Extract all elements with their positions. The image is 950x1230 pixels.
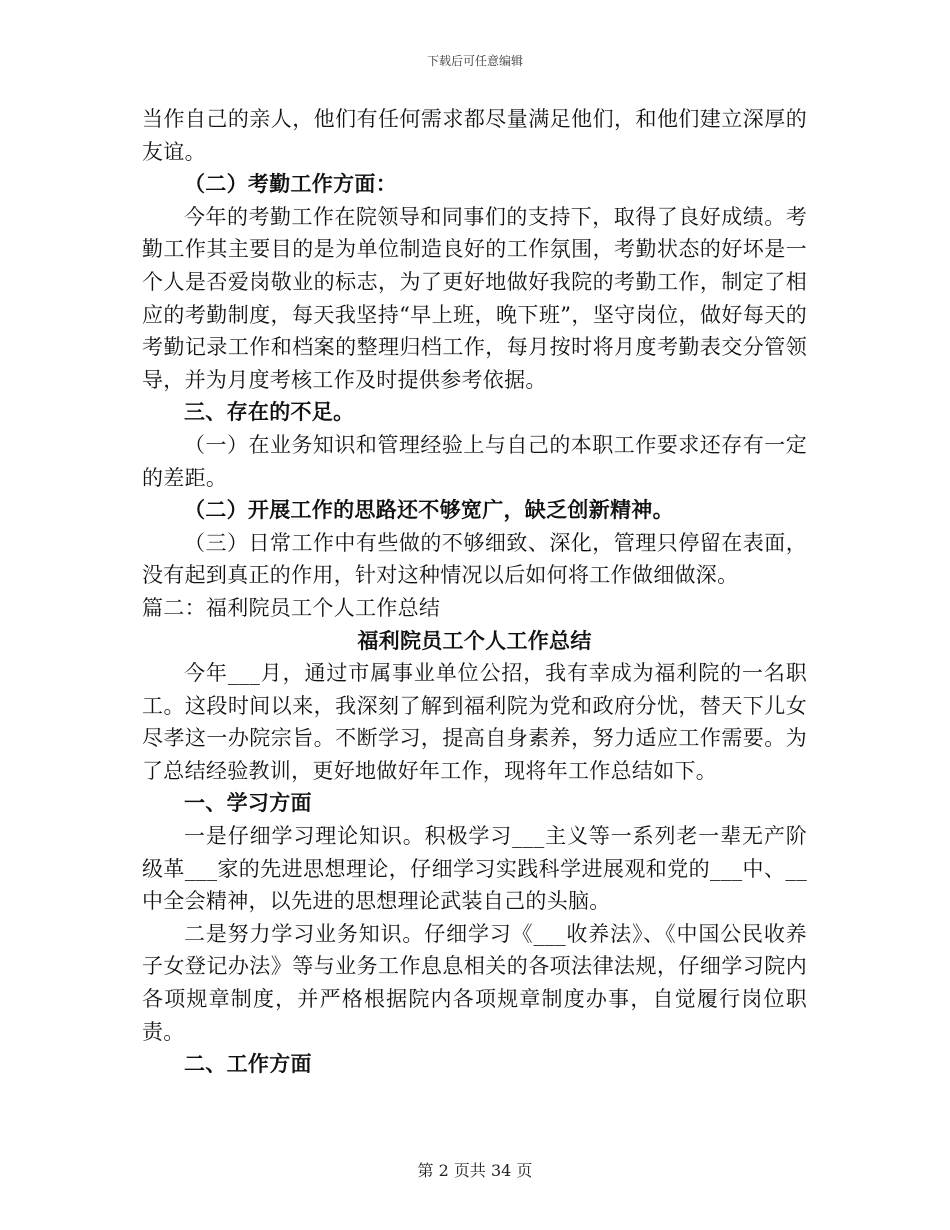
section-heading: （二）开展工作的思路还不够宽广，缺乏创新精神。 <box>184 497 674 523</box>
paragraph: 二是努力学习业务知识。仔细学习《___收养法》、《中国公民收养子女登记办法》等与业务工作息息相关的各项法律法规，仔细学习院内各项规章制度，并严格根据院内各项规章制度办事，自觉履行岗位职责。 <box>142 921 807 1044</box>
paragraph: （三）日常工作中有些做的不够细致、深化，管理只停留在表面，没有起到真正的作用，针对这种情况以后如何将工作做细做深。 <box>142 530 807 588</box>
section-heading: 二、工作方面 <box>184 1051 312 1077</box>
paragraph: 今年的考勤工作在院领导和同事们的支持下，取得了良好成绩。考勤工作其主要目的是为单位制造良好的工作氛围，考勤状态的好坏是一个人是否爱岗敬业的标志，为了更好地做好我院的考勤工作，制定了相应的考勤制度，每天我坚持“早上班，晚下班”，坚守岗位，做好每天的考勤记录工作和档案的整理归档工作，每月按时将月度考勤表交分管领导，并为月度考核工作及时提供参考依据。 <box>142 204 807 392</box>
paragraph: （一）在业务知识和管理经验上与自己的本职工作要求还存有一定的差距。 <box>142 432 807 490</box>
section-heading: 三、存在的不足。 <box>184 399 355 425</box>
document-title: 福利院员工个人工作总结 <box>357 627 592 653</box>
chapter-label: 篇二：福利院员工个人工作总结 <box>142 595 441 620</box>
document-body <box>142 103 807 1081</box>
paragraph: 今年___月，通过市属事业单位公招，我有幸成为福利院的一名职工。这段时间以来，我深刻了解到福利院为党和政府分忧，替天下儿女尽孝这一办院宗旨。不断学习，提高自身素养，努力适应工作需要。为了总结经验教训，更好地做好年工作，现将年工作总结如下。 <box>142 661 807 783</box>
page-footer: 第 2 页共 34 页 <box>417 1161 533 1180</box>
page-header: 下载后可任意编辑 <box>426 54 523 68</box>
section-heading: （二）考勤工作方面： <box>184 171 397 197</box>
paragraph: 当作自己的亲人，他们有任何需求都尽量满足他们，和他们建立深厚的友谊。 <box>142 107 807 164</box>
paragraph: 一是仔细学习理论知识。积极学习___主义等一系列老一辈无产阶级革___家的先进思想理论，仔细学习实践科学进展观和党的___中、__中全会精神，以先进的思想理论武装自己的头脑。 <box>142 824 807 914</box>
section-heading: 一、学习方面 <box>184 790 312 816</box>
